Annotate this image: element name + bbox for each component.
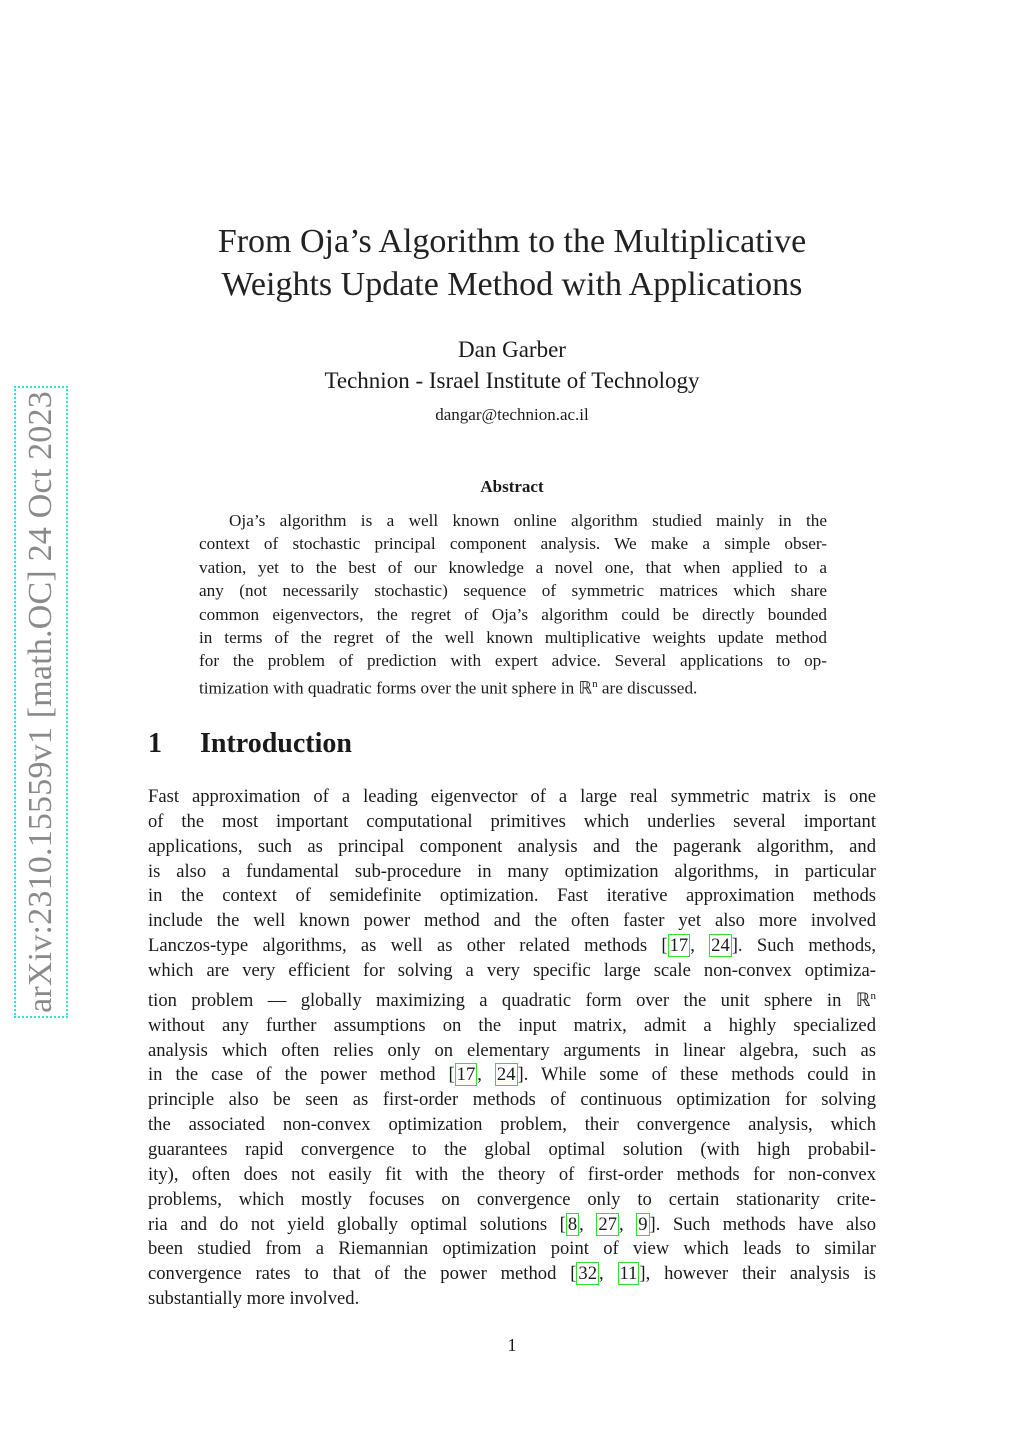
abstract-line: context of stochastic principal component analysis. We make a simple obser- — [199, 534, 827, 554]
superscript: n — [592, 677, 598, 690]
text: , — [579, 1213, 597, 1235]
paragraph-line: applications, such as principal component analysis and the pagerank algorithm, and — [148, 835, 876, 857]
text: , — [477, 1064, 495, 1086]
paragraph-line: been studied from a Riemannian optimization point of view which leads to similar — [148, 1238, 876, 1260]
title-line: Weights Update Method with Applications — [221, 266, 803, 303]
text: ]. Such methods, — [731, 935, 876, 957]
paragraph-line — [148, 1262, 876, 1287]
paragraph-line — [148, 934, 876, 959]
citation-link[interactable]: 17 — [669, 935, 689, 957]
abstract-line: Oja’s algorithm is a well known online algorithm studied mainly in the — [229, 511, 827, 530]
citation-link[interactable]: 32 — [578, 1263, 597, 1285]
text: tion problem — globally maximizing a quadratic form over the unit sphere in ℝ — [148, 989, 871, 1011]
paragraph-line — [148, 1063, 876, 1088]
paragraph-line: problems, which mostly focuses on convergence only to certain stationarity crite- — [148, 1188, 876, 1210]
paragraph-line: without any further assumptions on the input matrix, admit a highly specialized — [148, 1014, 876, 1036]
abstract-heading: Abstract — [480, 477, 544, 496]
superscript: n — [870, 989, 876, 1002]
paragraph-line: of the most important computational primitives which underlies several important — [148, 810, 876, 832]
text: , — [690, 935, 710, 957]
section-number: 1 — [148, 728, 162, 759]
text: ria and do not yield globally optimal solutions [ — [148, 1213, 566, 1235]
abstract-line: in terms of the regret of the well known multiplicative weights update method — [199, 628, 827, 648]
abstract-text: timization with quadratic forms over the unit sphere in ℝ — [199, 678, 593, 698]
paragraph-line: analysis which often relies only on elementary arguments in linear algebra, such as — [148, 1039, 876, 1061]
abstract-line: vation, yet to the best of our knowledge a novel one, that when applied to a — [199, 557, 827, 577]
citation-link[interactable]: 24 — [496, 1064, 516, 1086]
paragraph-line: principle also be seen as first-order methods of continuous optimization for solving — [148, 1089, 876, 1111]
paragraph-line: the associated non-convex optimization problem, their convergence analysis, which — [148, 1114, 876, 1136]
text: ]. While some of these methods could in — [517, 1064, 877, 1086]
text: , — [618, 1213, 637, 1235]
citation-link[interactable]: 27 — [598, 1213, 617, 1235]
text: in the case of the power method [ — [148, 1064, 455, 1086]
abstract-line: for the problem of prediction with expert advice. Several applications to op- — [199, 651, 827, 671]
intro-paragraph — [148, 785, 876, 1312]
text: ], however their analysis is — [639, 1263, 876, 1285]
text: convergence rates to that of the power method [ — [148, 1263, 577, 1285]
abstract-body — [199, 509, 827, 700]
abstract-line: any (not necessarily stochastic) sequence of symmetric matrices which share — [199, 581, 827, 601]
paragraph-line: Fast approximation of a leading eigenvector of a large real symmetric matrix is one — [148, 786, 876, 807]
paragraph-line — [148, 1213, 876, 1238]
paragraph-line: substantially more involved. — [148, 1288, 360, 1310]
citation-link[interactable]: 11 — [619, 1263, 638, 1285]
paragraph-line: in the context of semidefinite optimization. Fast iterative approximation methods — [148, 885, 876, 907]
paragraph-line: ity), often does not easily fit with the theory of first-order methods for non-convex — [148, 1163, 876, 1185]
text: , — [599, 1263, 618, 1285]
citation-link[interactable]: 8 — [567, 1213, 578, 1235]
title-line: From Oja’s Algorithm to the Multiplicative — [217, 223, 807, 260]
paper-title — [160, 220, 864, 306]
author-name: Dan Garber — [458, 337, 566, 362]
abstract-line — [199, 673, 827, 700]
section-title: Introduction — [200, 728, 352, 759]
paragraph-line — [148, 984, 876, 1014]
paragraph-line: which are very efficient for solving a very specific large scale non-convex optimiza- — [148, 959, 876, 981]
citation-link[interactable]: 24 — [711, 935, 730, 957]
text: Lanczos-type algorithms, as well as other related methods [ — [148, 935, 668, 957]
citation-link[interactable]: 9 — [638, 1213, 648, 1235]
author-block — [160, 334, 864, 430]
section-heading — [148, 728, 352, 760]
arxiv-stamp — [14, 386, 68, 1018]
author-email[interactable]: dangar@technion.ac.il — [435, 405, 589, 424]
paragraph-line: is also a fundamental sub-procedure in many optimization algorithms, in particular — [148, 860, 876, 882]
arxiv-identifier: arXiv:2310.15559v1 [math.OC] 24 Oct 2023 — [22, 391, 59, 1013]
text: ]. Such methods have also — [649, 1213, 876, 1235]
citation-link[interactable]: 17 — [456, 1064, 476, 1086]
abstract-text: are discussed. — [597, 678, 698, 698]
paragraph-line: include the well known power method and the often faster yet also more involved — [148, 910, 876, 932]
paragraph-line: guarantees rapid convergence to the global optimal solution (with high probabil- — [148, 1139, 876, 1160]
page-number: 1 — [507, 1335, 517, 1355]
author-affiliation: Technion - Israel Institute of Technology — [324, 368, 700, 393]
abstract-line: common eigenvectors, the regret of Oja’s algorithm could be directly bounded — [199, 604, 827, 624]
